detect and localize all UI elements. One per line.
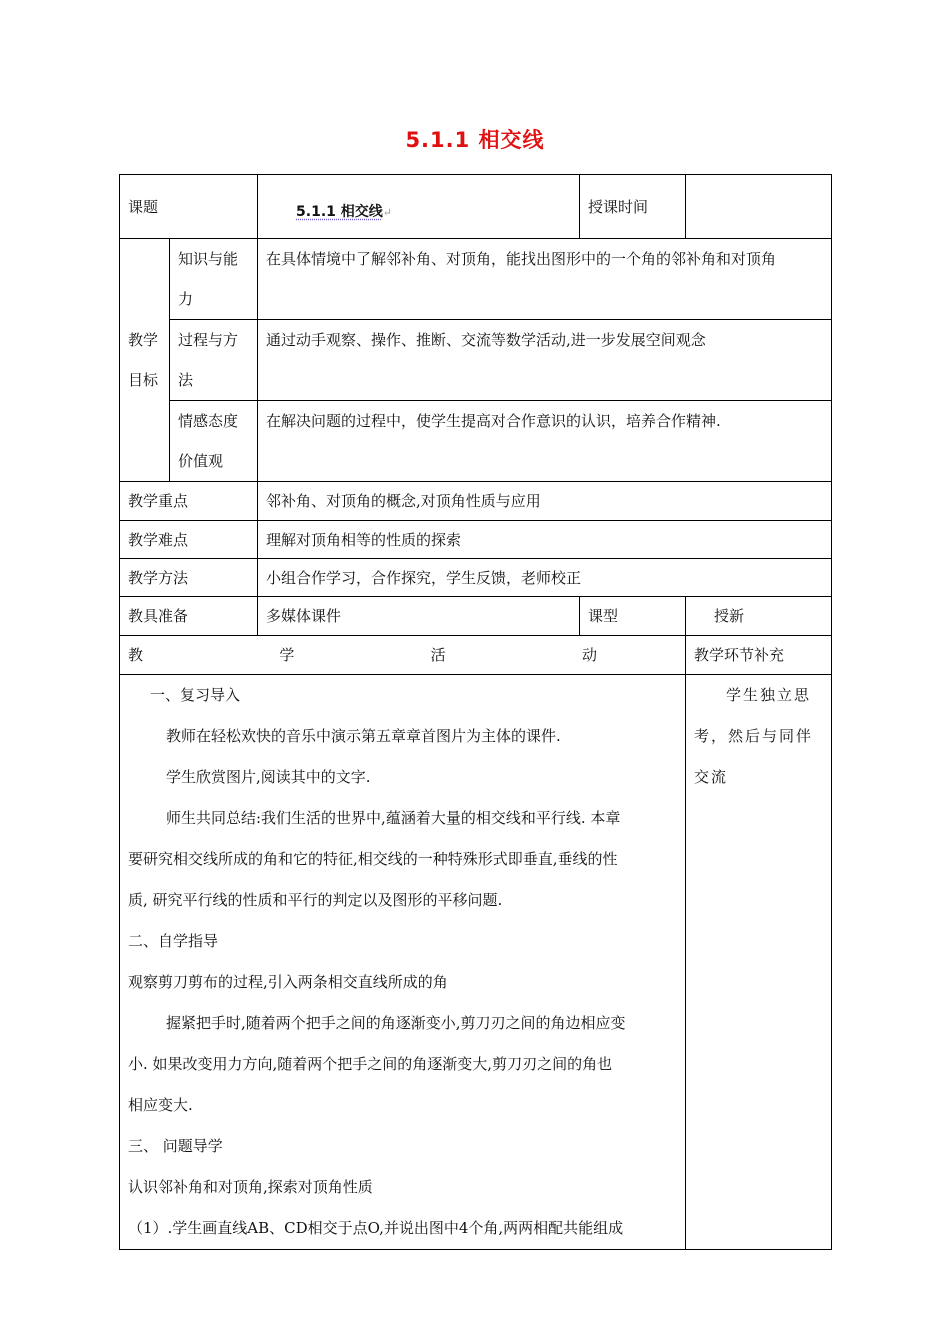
objective-text-2-text: 通过动手观察、操作、推断、交流等数学活动,进一步发展空间观念 — [266, 331, 706, 349]
tools-label: 教具准备 — [120, 597, 258, 636]
activity-row — [120, 675, 832, 1250]
lesson-type-value: 授新 — [686, 597, 832, 636]
lesson-type-label: 课型 — [580, 597, 686, 636]
difficulty-value: 理解对顶角相等的性质的探索 — [258, 521, 832, 559]
time-label: 授课时间 — [580, 175, 686, 239]
lesson-plan-table — [119, 174, 832, 1250]
objective-name-1-text: 知识与能力 — [178, 250, 239, 308]
tools-value: 多媒体课件 — [258, 597, 580, 636]
objective-row-1 — [120, 239, 832, 320]
activity-content — [120, 675, 686, 1250]
key-point-value: 邻补角、对顶角的概念,对顶角性质与应用 — [258, 482, 832, 521]
objective-row-3 — [120, 401, 832, 482]
topic-label: 课题 — [120, 175, 258, 239]
topic-row — [120, 175, 832, 239]
activity-paragraph: 要研究相交线所成的角和它的特征,相交线的一种特殊形式即垂直,垂线的性 — [128, 850, 618, 868]
time-value — [686, 175, 832, 239]
objectives-label: 教学目标 — [120, 239, 170, 482]
activity-paragraph: 师生共同总结:我们生活的世界中,蕴涵着大量的相交线和平行线. 本章 — [166, 809, 621, 827]
activity-paragraph: 质, 研究平行线的性质和平行的判定以及图形的平移问题. — [128, 891, 503, 909]
activity-header-char-3: 活 — [430, 646, 446, 664]
tools-row — [120, 597, 832, 636]
activity-paragraph: 小. 如果改变用力方向,随着两个把手之间的角逐渐变大,剪刀刃之间的角也 — [128, 1055, 613, 1073]
difficulty-label: 教学难点 — [120, 521, 258, 559]
objective-name-3 — [170, 401, 258, 482]
objective-text-1-text: 在具体情境中了解邻补角、对顶角，能找出图形中的一个角的邻补角和对顶角 — [266, 250, 777, 268]
method-label: 教学方法 — [120, 559, 258, 597]
activity-paragraph: 握紧把手时,随着两个把手之间的角逐渐变小,剪刀刃之间的角边相应变 — [166, 1014, 626, 1032]
supplement-text: 学生独立思考，然后与同伴交流 — [694, 686, 814, 786]
activity-paragraph: 教师在轻松欢快的音乐中演示第五章章首图片为主体的课件. — [166, 727, 561, 745]
objective-name-2 — [170, 320, 258, 401]
paragraph-mark: ↵ — [382, 205, 392, 219]
activity-header-char-1: 教 — [128, 646, 144, 664]
supplement-header: 教学环节补充 — [686, 636, 832, 675]
activity-paragraph: 二、自学指导 — [128, 932, 219, 950]
objective-row-2 — [120, 320, 832, 401]
topic-value-cell — [258, 175, 580, 239]
method-row — [120, 559, 832, 597]
activity-paragraph: 三、 问题导学 — [128, 1137, 223, 1155]
activity-list — [128, 675, 677, 1249]
objective-text-2 — [258, 320, 832, 401]
objective-text-1 — [258, 239, 832, 320]
objective-text-3-text: 在解决问题的过程中，使学生提高对合作意识的认识，培养合作精神. — [266, 412, 721, 430]
objective-name-3-text: 情感态度价值观 — [178, 412, 239, 470]
activity-header-row — [120, 636, 832, 675]
key-point-row — [120, 482, 832, 521]
topic-value: 5.1.1 相交线 — [296, 203, 383, 220]
activity-header — [120, 636, 686, 675]
activity-paragraph: 学生欣赏图片,阅读其中的文字. — [166, 768, 371, 786]
difficulty-row — [120, 521, 832, 559]
activity-paragraph: （1）.学生画直线AB、CD相交于点O,并说出图中4个角,两两相配共能组成 — [128, 1219, 624, 1237]
activity-header-char-2: 学 — [279, 646, 295, 664]
activity-paragraph: 一、复习导入 — [150, 686, 241, 704]
objective-name-2-text: 过程与方法 — [178, 331, 239, 389]
key-point-label: 教学重点 — [120, 482, 258, 521]
method-value: 小组合作学习，合作探究，学生反馈，老师校正 — [258, 559, 832, 597]
supplement-content — [686, 675, 832, 1250]
objective-text-3 — [258, 401, 832, 482]
objective-name-1 — [170, 239, 258, 320]
activity-header-char-4: 动 — [581, 646, 597, 664]
activity-paragraph: 认识邻补角和对顶角,探索对顶角性质 — [128, 1178, 373, 1196]
activity-paragraph: 观察剪刀剪布的过程,引入两条相交直线所成的角 — [128, 973, 448, 991]
activity-paragraph: 相应变大. — [128, 1096, 193, 1114]
page-title: 5.1.1 相交线 — [405, 128, 545, 152]
